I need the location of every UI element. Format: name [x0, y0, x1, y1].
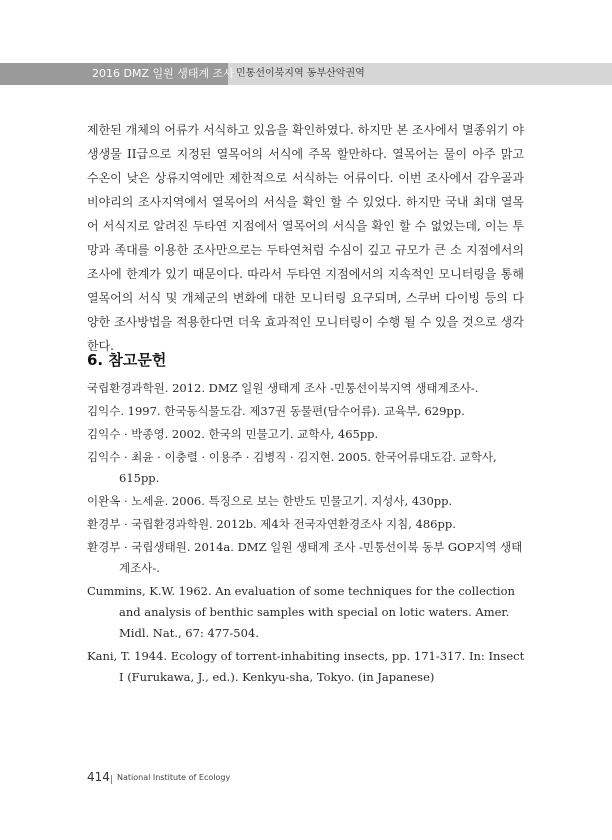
page-number: 414: [87, 770, 110, 784]
reference-item: 이완옥 · 노세윤. 2006. 특징으로 보는 한반도 민물고기. 지성사, 430pp.: [87, 494, 453, 508]
reference-item: 김익수 · 박종영. 2002. 한국의 민물고기. 교학사, 465pp.: [87, 427, 379, 441]
reference-item: Kani, T. 1944. Ecology of torrent-inhabiting insects, pp. 171-317. In: Insect I (Furukawa, J., ed.). Kenkyu-sha, Tokyo. (in Japanese): [87, 649, 525, 684]
footer-divider: [111, 775, 112, 784]
running-header-subtitle: 민통선이북지역 동부산악권역: [236, 68, 365, 79]
body-paragraph: 제한된 개체의 어류가 서식하고 있음을 확인하였다. 하지만 본 조사에서 멸종위기 야생생물 II급으로 지정된 열목어의 서식에 주목 할만하다. 열목어는 물이 아주 맑고 수온이 낮은 상류지역에만 제한적으로 서식하는 어류이다. 이번 조사에서 감우골과 비야리의 조사지역에서 열목어의 서식을 확인 할 수 있었다. 하지만 국내 최대 열목어 서식지로 알려진 두타연 지점에서 열목어의 서식을 확인 할 수 없었는데, 이는 투망과 족대를 이용한 조사만으로는 두타연처럼 수심이 깊고 규모가 큰 소 지점에서의 조사에 한계가 있기 때문이다. 따라서 두타연 지점에서의 지속적인 모니터링을 통해 열목어의 서식 및 개체군의 변화에 대한 모니터링 요구되며, 스쿠버 다이빙 등의 다양한 조사방법을 적용한다면 더욱 효과적인 모니터링이 수행 될 수 있을 것으로 생각한다.: [87, 123, 524, 353]
reference-item: 김익수 · 최윤 · 이충렬 · 이용주 · 김병직 · 김지현. 2005. 한국어류대도감. 교학사, 615pp.: [87, 450, 497, 485]
reference-item: 국립환경과학원. 2012. DMZ 일원 생태계 조사 -민통선이북지역 생태계조사-.: [87, 381, 479, 395]
footer-organization: National Institute of Ecology: [117, 773, 231, 782]
reference-item: Cummins, K.W. 1962. An evaluation of some techniques for the collection and analysis of benthic samples with special on lotic waters. Amer. Midl. Nat., 67: 477-504.: [87, 584, 515, 640]
reference-item: 환경부 · 국립환경과학원. 2012b. 제4차 전국자연환경조사 지침, 486pp.: [87, 517, 456, 531]
reference-list: [87, 378, 527, 690]
reference-item: 환경부 · 국립생태원. 2014a. DMZ 일원 생태계 조사 -민통선이북 동부 GOP지역 생태계조사-.: [87, 540, 523, 575]
section-heading: 6. 참고문헌: [87, 351, 167, 369]
reference-item: 김익수. 1997. 한국동식물도감. 제37권 동물편(담수어류). 교육부, 629pp.: [87, 404, 465, 418]
running-header-title: 2016 DMZ 일원 생태계 조사: [0, 63, 228, 85]
